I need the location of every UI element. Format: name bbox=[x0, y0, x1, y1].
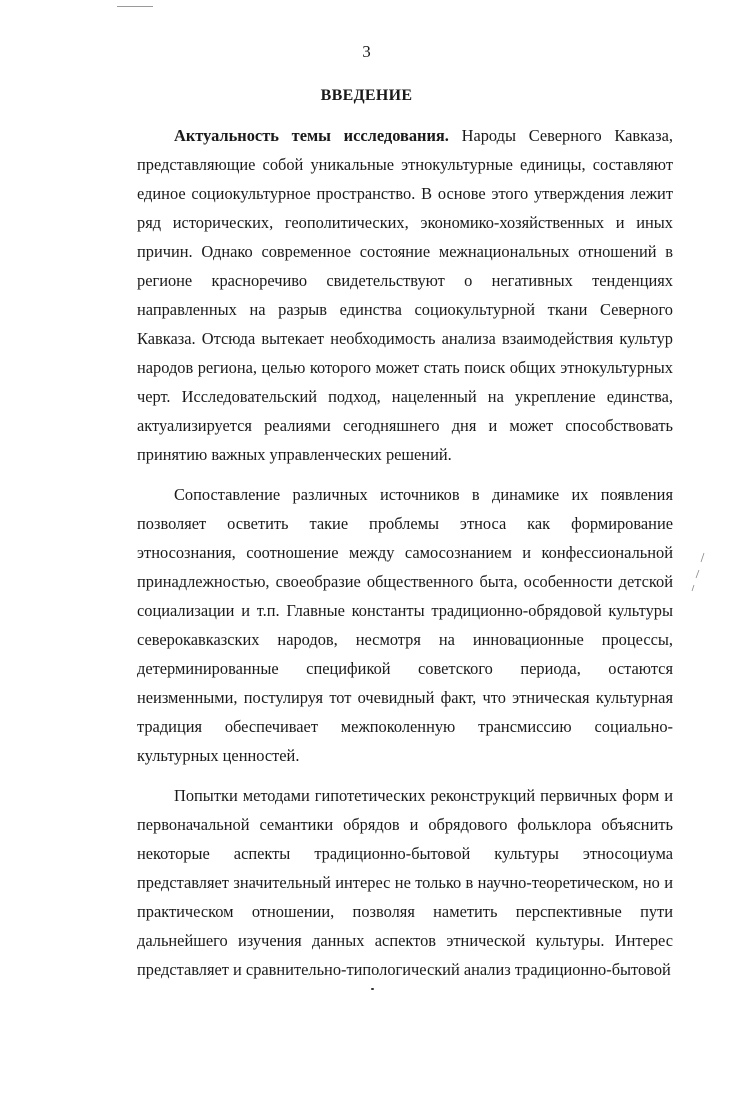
paragraph-relevance bbox=[137, 121, 673, 469]
scan-corner-mark bbox=[117, 6, 153, 7]
paragraph-sources bbox=[137, 480, 673, 770]
paragraph-text: Сопоставление различных источников в динамике их появления позволяет осветить такие проблемы этноса как формирование этносознания, соотношение между самосознанием и конфессиональной принадлежностью, своеобразие общественного быта, особенности детской социализации и т.п. Главные константы традиционно-обрядовой культуры северокавказских народов, несмотря на инновационные процессы, детерминированные спецификой советского периода, остаются неизменными, постулируя тот очевидный факт, что этническая культурная традиция обеспечивает межпоколенную трансмиссию социально-культурных ценностей. bbox=[137, 485, 673, 765]
paragraph-text: Попытки методами гипотетических реконструкций первичных форм и первоначальной семантики обрядов и обрядового фольклора объяснить некоторые аспекты традиционно-бытовой культуры этносоциума представляет значительный интерес не только в научно-теоретическом, но и практическом отношении, позволяя наметить перспективные пути дальнейшего изучения данных аспектов этнической культуры. Интерес представляет и сравнительно-типологический анализ традиционно-бытовой bbox=[137, 786, 673, 979]
page-number: 3 bbox=[362, 42, 371, 61]
margin-pencil-mark bbox=[690, 552, 706, 592]
paragraph-text: Народы Северного Кавказа, представляющие собой уникальные этнокультурные единицы, составляют единое социокультурное пространство. В основе этого утверждения лежит ряд исторических, геополитических, экономико-хозяйственных и иных причин. Однако современное состояние межнациональных отношений в регионе красноречиво свидетельствуют о негативных тенденциях направленных на разрыв единства социокультурной ткани Северного Кавказа. Отсюда вытекает необходимость анализа взаимодействия культур народов региона, целью которого может стать поиск общих этнокультурных черт. Исследовательский подход, нацеленный на укрепление единства, актуализируется реалиями сегодняшнего дня и может способствовать принятию важных управленческих решений. bbox=[137, 126, 673, 464]
paragraph-lead: Актуальность темы исследования. bbox=[174, 126, 449, 145]
scan-speck bbox=[371, 988, 374, 990]
body-text bbox=[137, 121, 673, 995]
paragraph-reconstruction bbox=[137, 781, 673, 984]
section-heading: ВВЕДЕНИЕ bbox=[320, 87, 413, 104]
